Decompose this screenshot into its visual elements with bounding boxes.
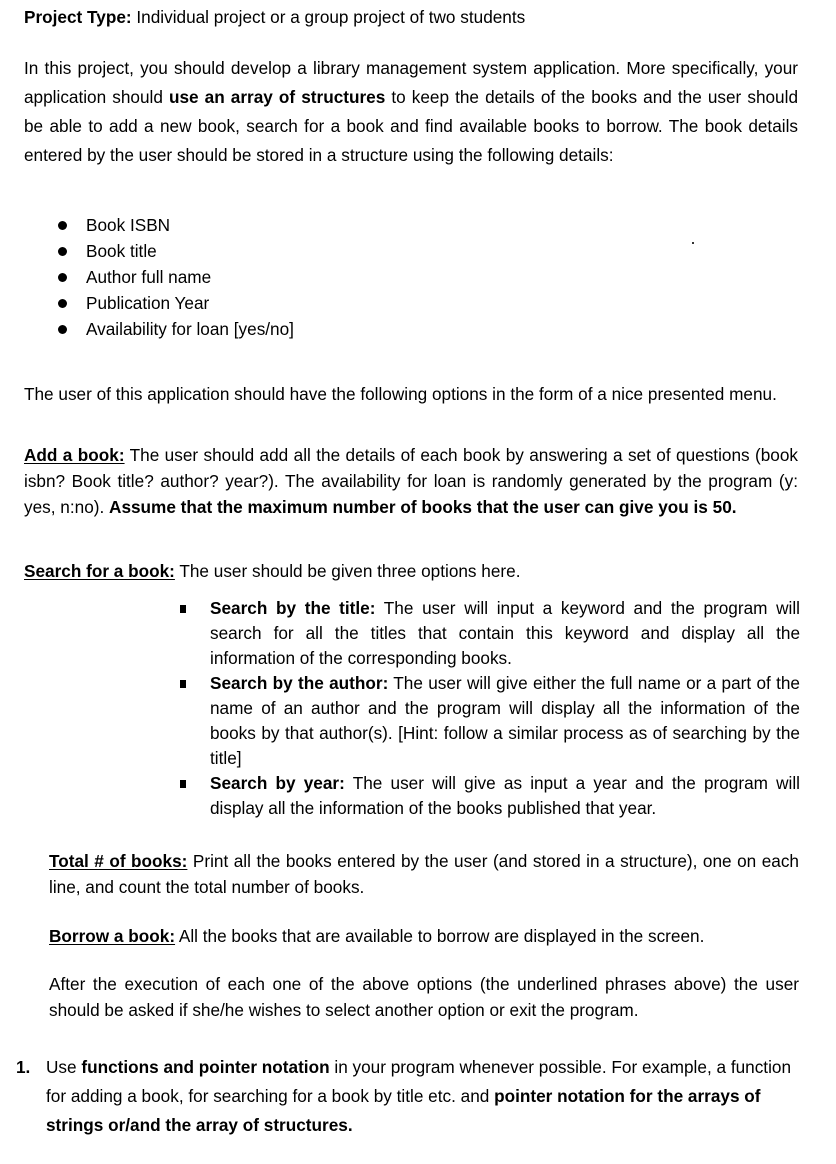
list-item: Availability for loan [yes/no]	[56, 316, 456, 342]
search-option-title	[180, 596, 800, 671]
project-type-label: Project Type:	[24, 7, 132, 27]
total-books-text: Print all the books entered by the user (and stored in a structure), one on each line, and count the total number of books.	[49, 851, 799, 897]
add-book-heading: Add a book:	[24, 445, 125, 465]
option-text: The user will give as input a year and the program will display all the information of the books published that year.	[210, 773, 801, 818]
add-book-section	[24, 442, 798, 520]
list-item: Book title	[56, 238, 456, 264]
option-label: Search by the author:	[210, 673, 389, 693]
add-book-text: The user should add all the details of each book by answering a set of questions (book isbn? Book title? author? year?). The availability for loan is randomly generated by the program (y: yes, n:no).	[24, 445, 798, 517]
list-item: Book ISBN	[56, 212, 456, 238]
project-type-text: Individual project or a group project of two students	[131, 7, 526, 27]
stray-dot	[692, 242, 694, 244]
list-item: Author full name	[56, 264, 456, 290]
item-body	[46, 1053, 806, 1140]
list-item: Publication Year	[56, 290, 456, 316]
option-label: Search by year:	[210, 773, 345, 793]
option-label: Search by the title:	[210, 598, 376, 618]
intro-paragraph	[24, 54, 798, 170]
after-execution-paragraph: After the execution of each one of the above options (the underlined phrases above) the user should be asked if she/he wishes to select another option or exit the program.	[49, 974, 799, 1020]
total-books-section	[49, 848, 799, 900]
search-options-list	[180, 596, 800, 821]
intro-text-2: to keep the details of the books and the user should be able to add a new book, search for a book and find available books to borrow. The book details entered by the user should be stored in a structure using the following details:	[24, 87, 798, 165]
search-option-year	[180, 771, 800, 821]
item-bold-1: functions and pointer notation	[81, 1057, 330, 1077]
search-book-text: The user should be given three options here.	[174, 561, 521, 581]
option-text: The user will input a keyword and the program will search for all the titles that contain this keyword and display all the information of the corresponding books.	[210, 598, 800, 668]
option-text: The user will give either the full name or a part of the name of an author and the program will display all the information of the books by that author(s). [Hint: follow a similar process as of searching by the title]	[210, 673, 800, 768]
numbered-item	[16, 1053, 806, 1140]
borrow-book-text: All the books that are available to borrow are displayed in the screen.	[175, 926, 705, 946]
item-number: 1.	[16, 1057, 31, 1077]
intro-bold: use an array of structures	[168, 87, 386, 107]
book-fields-list	[56, 212, 456, 342]
item-text-2: in your program whenever possible. For example, a function for adding a book, for searching for a book by title etc. and	[46, 1057, 792, 1106]
intro-text-1: In this project, you should develop a library management system application. More specifically, your application should	[24, 58, 798, 107]
menu-intro-paragraph: The user of this application should have the following options in the form of a nice presented menu.	[24, 384, 777, 404]
search-book-heading: Search for a book:	[24, 561, 175, 581]
borrow-book-heading: Borrow a book:	[49, 926, 176, 946]
total-books-heading: Total # of books:	[49, 851, 188, 871]
search-option-author	[180, 671, 800, 771]
search-book-section	[24, 558, 798, 584]
project-type-line	[24, 4, 824, 30]
item-text-1: Use	[46, 1057, 82, 1077]
item-bold-2: pointer notation for the arrays of strings or/and the array of structures.	[46, 1086, 761, 1135]
add-book-bold: Assume that the maximum number of books that the user can give you is 50.	[109, 497, 737, 517]
borrow-book-section	[49, 923, 799, 949]
